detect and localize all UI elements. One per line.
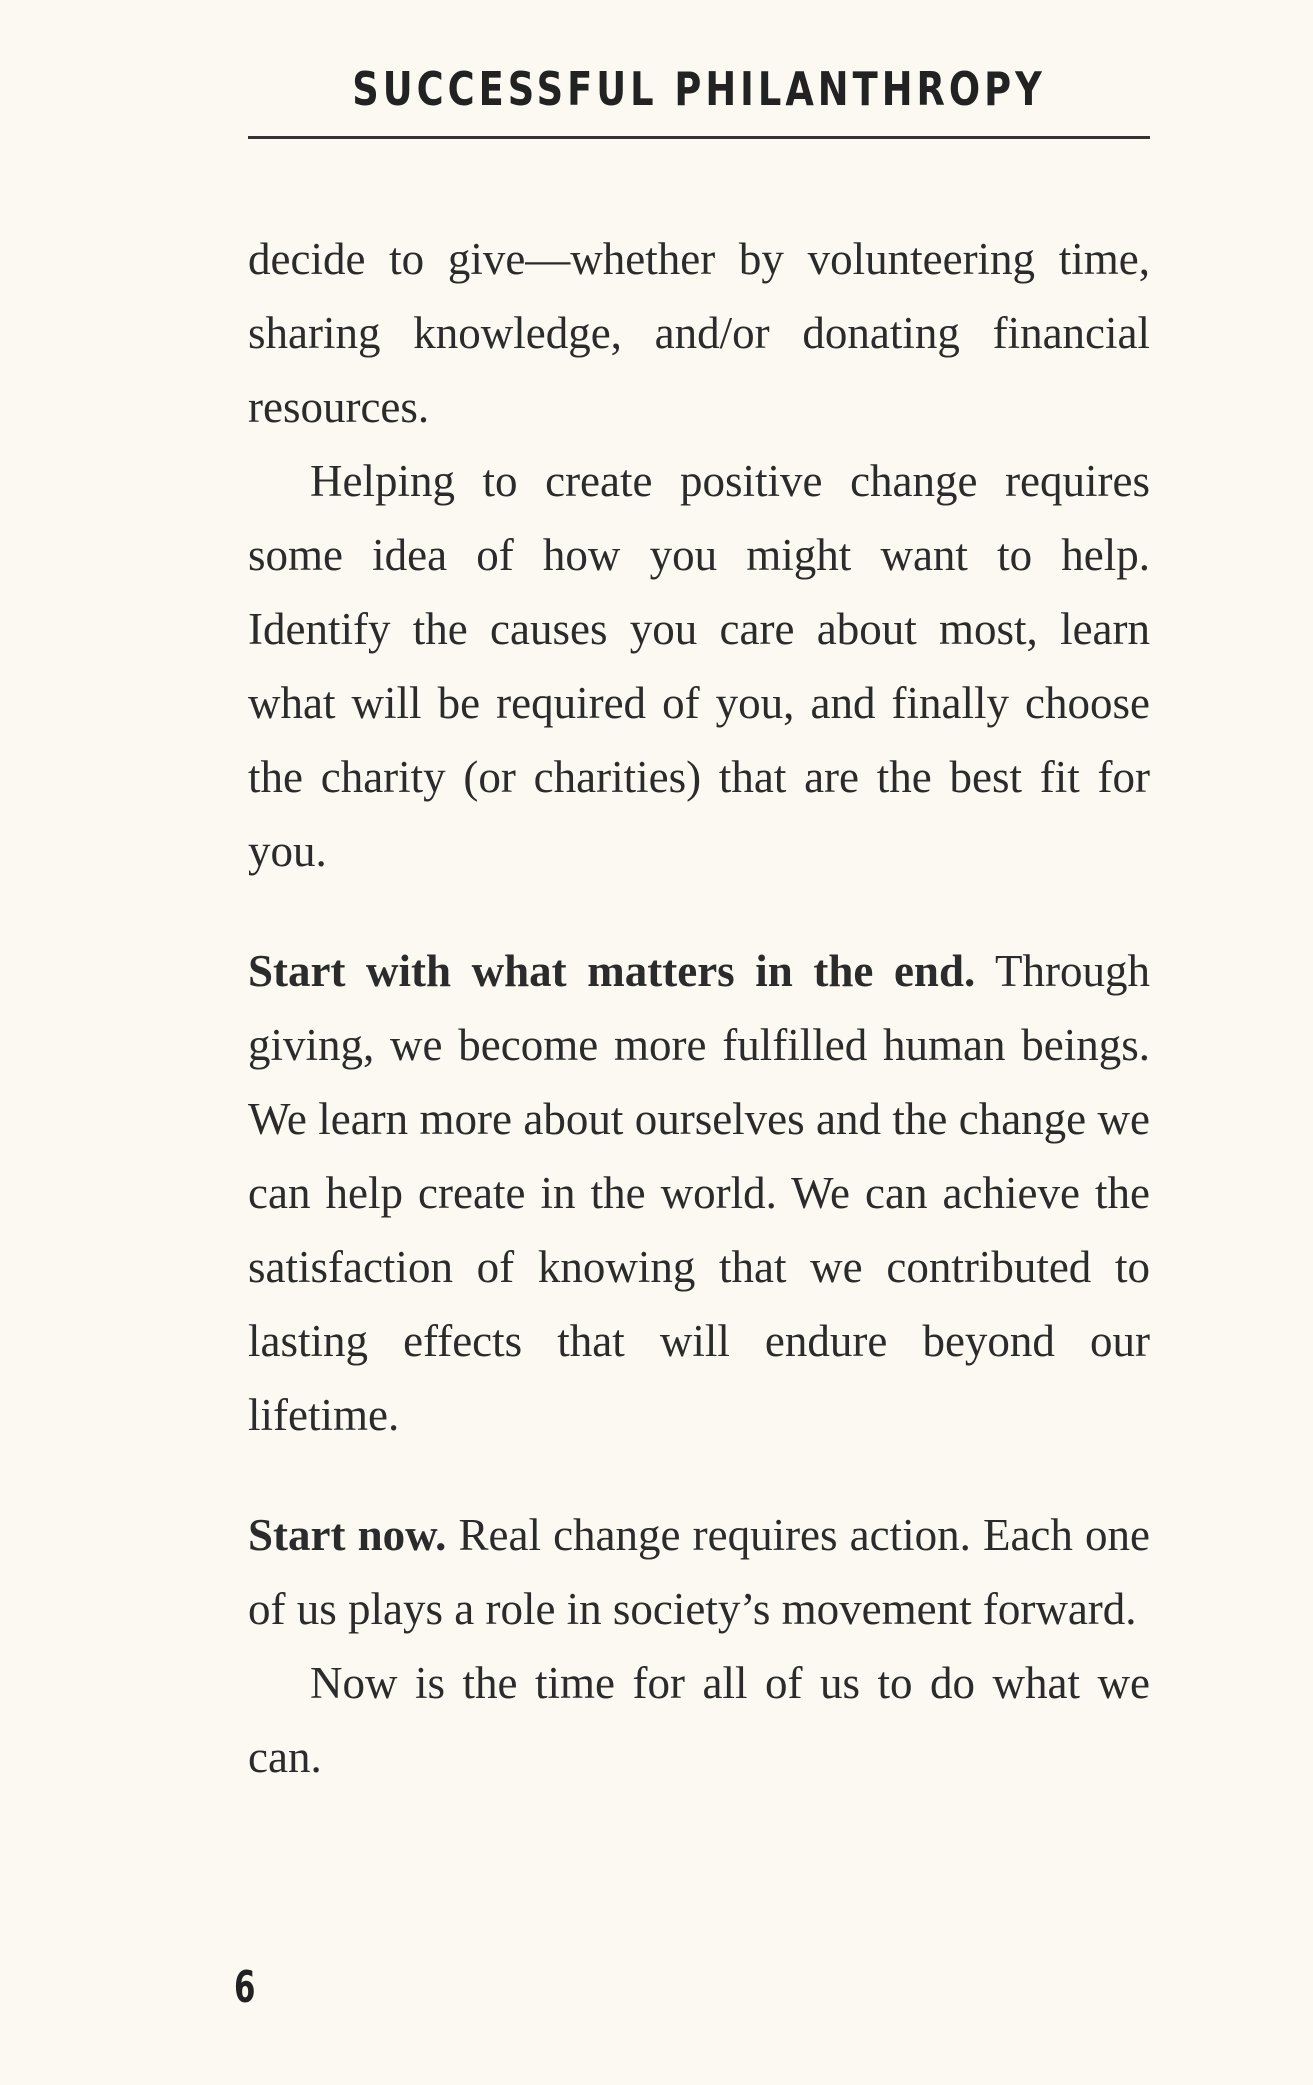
paragraph-2: Helping to create positive change requires some idea of how you might want to help. Identify the causes you care about most, learn what will be required of you, and finally choose the charity (or charities) that are the best fit for you.: [248, 456, 1150, 876]
paragraph-3-lead: Start with what matters in the end.: [248, 946, 976, 996]
paragraph-3-text: Through giving, we become more fulfilled human beings. We learn more about ourselves and the change we can help create in the world. We can achieve the satisfaction of knowing that we contributed to lasting effects that will endure beyond our lifetime.: [248, 946, 1150, 1440]
paragraph-4-text: Real change requires action. Each one of us plays a role in society’s movement forward.: [248, 1510, 1150, 1634]
paragraph-5: Now is the time for all of us to do what we can.: [248, 1658, 1150, 1782]
paragraph-4: [248, 1498, 1150, 1646]
running-head-title: SUCCESSFUL PHILANTHROPY: [352, 62, 1046, 116]
page-number: 6: [234, 1962, 256, 2013]
paragraph-4-lead: Start now.: [248, 1510, 447, 1560]
page-body: [248, 222, 1150, 1794]
paragraph-1: decide to give—whether by volunteering time, sharing knowledge, and/or donating financial resources.: [248, 234, 1150, 432]
header-rule: [248, 136, 1150, 139]
paragraph-3: [248, 934, 1150, 1452]
